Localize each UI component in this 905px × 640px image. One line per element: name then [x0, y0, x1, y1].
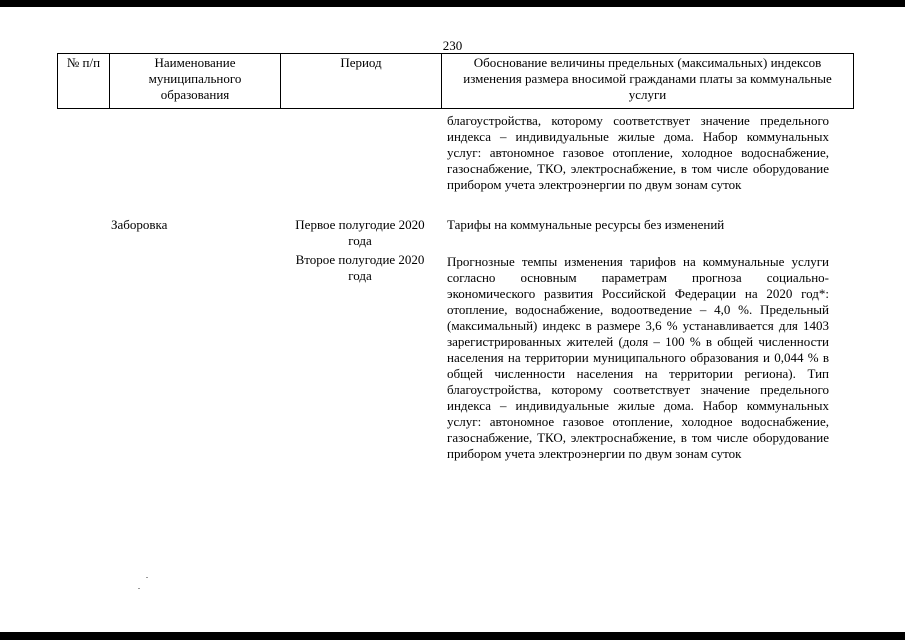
table-header — [57, 53, 854, 109]
header-number: № п/п — [58, 54, 110, 109]
justification-second-half: Прогнозные темпы изменения тарифов на коммунальные услуги согласно основным параметрам прогноза социально-экономического развития Российской Федерации на 2020 год*: отопление, водоснабжение, водоотведение – 4,0 %. Предельный (максимальный) индекс в размере 3,6 % устанавливается для 1403 зарегистрированных жителей (доля – 100 % в общей численности населения на территории муниципального образования и 0,044 % в общей численности населения на территории региона). Тип благоустройства, которому соответствует значение предельного индекса – индивидуальные жилые дома. Набор коммунальных услуг: автономное газовое отопление, холодное водоснабжение, газоснабжение, ТКО, электроснабжение, в том числе оборудование прибором учета электроэнергии по двум зонам суток — [447, 254, 829, 461]
municipality-name: Заборовка — [111, 217, 168, 232]
header-justification: Обоснование величины предельных (максимальных) индексов изменения размера вносимой гражданами платы за коммунальные услуги — [442, 54, 854, 109]
period-second-half: Второе полугодие 2020 года — [295, 252, 425, 283]
scan-speck — [138, 588, 140, 589]
header-municipality: Наименование муниципального образования — [110, 54, 281, 109]
scan-speck — [146, 577, 148, 578]
header-period: Период — [281, 54, 442, 109]
page-number: 230 — [442, 38, 463, 53]
scan-bottom-border — [0, 632, 905, 640]
period-first-half: Первое полугодие 2020 года — [295, 217, 425, 248]
scan-top-border — [0, 0, 905, 7]
justification-first-half: Тарифы на коммунальные ресурсы без изменений — [447, 217, 725, 232]
continuation-text: благоустройства, которому соответствует значение предельного индекса – индивидуальные жилые дома. Набор коммунальных услуг: автономное газовое отопление, холодное водоснабжение, газоснабжение, ТКО, электроснабжение, в том числе оборудование прибором учета электроэнергии по двум зонам суток — [447, 113, 829, 192]
